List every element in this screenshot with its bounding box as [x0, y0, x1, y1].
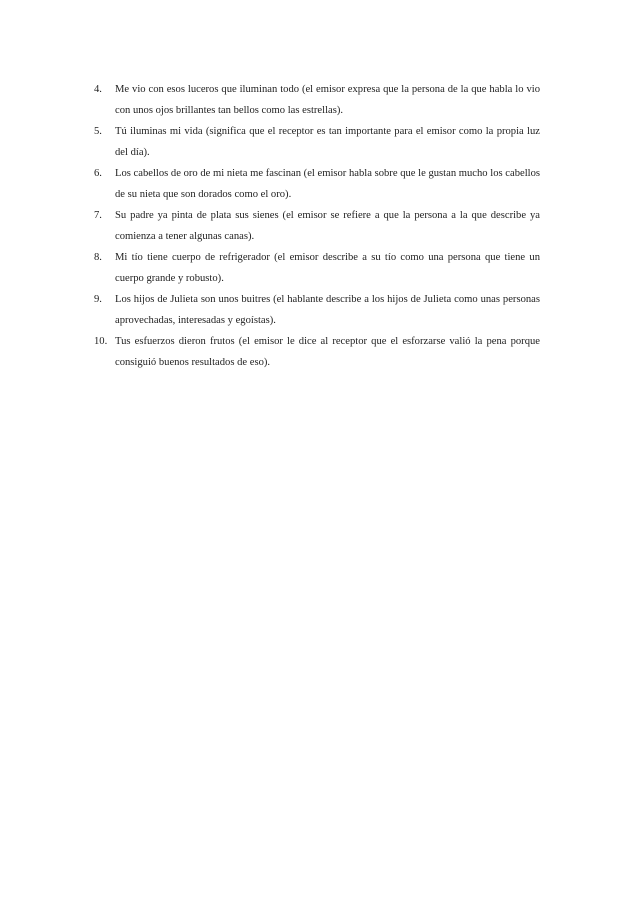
item-number: 10. [94, 336, 108, 347]
item-number: 5. [94, 126, 102, 137]
item-text: Los hijos de Julieta son unos buitres (el hablante describe a los hijos de Julieta como unas personas aprovechadas, interesadas y egoístas). [115, 294, 540, 326]
example-list [94, 79, 540, 373]
list-item [94, 163, 540, 205]
item-number: 6. [94, 168, 102, 179]
list-item [94, 331, 540, 373]
item-number: 8. [94, 252, 102, 263]
item-number: 7. [94, 210, 102, 221]
list-item [94, 289, 540, 331]
list-item [94, 79, 540, 121]
list-item [94, 121, 540, 163]
item-text: Mi tío tiene cuerpo de refrigerador (el emisor describe a su tío como una persona que tiene un cuerpo grande y robusto). [115, 252, 540, 284]
item-text: Tú iluminas mi vida (significa que el receptor es tan importante para el emisor como la propia luz del día). [115, 126, 540, 158]
list-item [94, 205, 540, 247]
item-text: Tus esfuerzos dieron frutos (el emisor le dice al receptor que el esforzarse valió la pena porque consiguió buenos resultados de eso). [115, 336, 540, 368]
list-item [94, 247, 540, 289]
item-number: 4. [94, 84, 102, 95]
item-text: Me vio con esos luceros que iluminan todo (el emisor expresa que la persona de la que habla lo vio con unos ojos brillantes tan bellos como las estrellas). [115, 84, 540, 116]
item-text: Su padre ya pinta de plata sus sienes (el emisor se refiere a que la persona a la que describe ya comienza a tener algunas canas). [115, 210, 540, 242]
item-text: Los cabellos de oro de mi nieta me fascinan (el emisor habla sobre que le gustan mucho los cabellos de su nieta que son dorados como el oro). [115, 168, 540, 200]
item-number: 9. [94, 294, 102, 305]
